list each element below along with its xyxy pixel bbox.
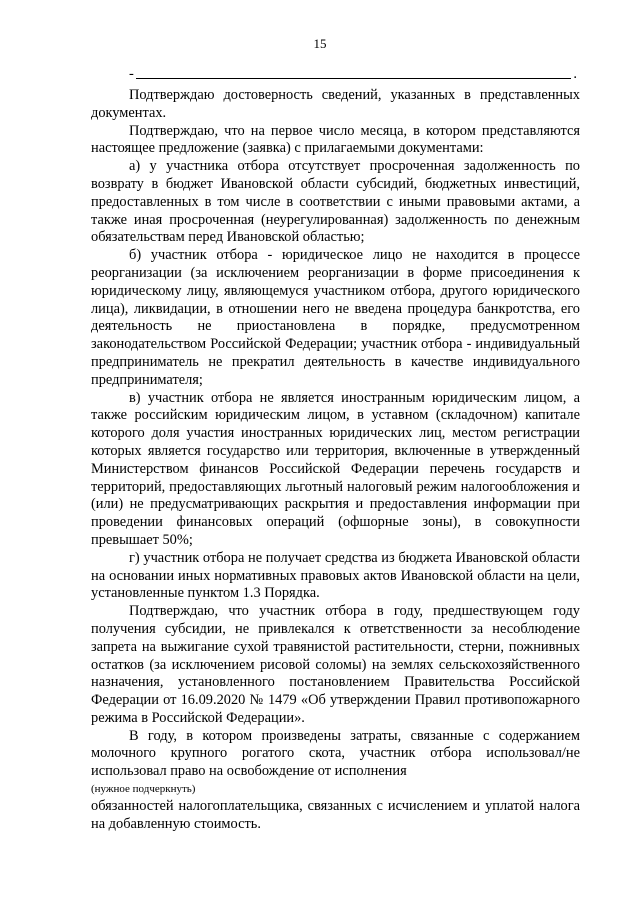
paragraph-vat-exemption: В году, в котором произведены затраты, связанные с содержанием молочного крупного рогатого скота, участник отбора использовал/не использовал право на освобождение от исполнения: [91, 727, 580, 780]
blank-fill-line: [129, 66, 577, 82]
underline-blank: [136, 77, 572, 79]
paragraph-item-a: а) у участника отбора отсутствует просроченная задолженность по возврату в бюджет Ивановской области субсидий, бюджетных инвестиций, предоставленных в том числе в соответствии с иными правовыми актами, а также иная просроченная (неурегулированная) задолженность по денежным обязательствам перед Ивановской областью;: [91, 158, 580, 246]
document-body: [91, 87, 580, 834]
paragraph-item-v: в) участник отбора не является иностранным юридическим лицом, а также российским юридическим лицом, в уставном (складочном) капитале которого доля участия иностранных юридических лиц, местом регистрации которых является государство или территория, включенные в утвержденный Министерством финансов Российской Федерации перечень государств и территорий, предоставляющих льготный налоговый режим налогообложения и (или) не предусматривающих раскрытия и предоставления информации при проведении финансовых операций (офшорные зоны), в совокупности превышает 50%;: [91, 389, 580, 548]
page-number: 15: [313, 36, 327, 51]
dash-suffix: .: [573, 66, 577, 82]
paragraph-confirm-reliability: Подтверждаю достоверность сведений, указанных в представленных документах.: [91, 87, 580, 121]
underline-note: (нужное подчеркнуть): [91, 783, 196, 796]
paragraph-item-g: г) участник отбора не получает средства из бюджета Ивановской области на основании иных нормативных правовых актов Ивановской области на цели, установленные пунктом 1.3 Порядка.: [91, 549, 580, 602]
paragraph-vat-continuation: обязанностей налогоплательщика, связанных с исчислением и уплатой налога на добавленную стоимость.: [91, 798, 580, 832]
paragraph-item-b: б) участник отбора - юридическое лицо не находится в процессе реорганизации (за исключением реорганизации в форме присоединения к юридическому лицу, являющемуся участником отбора, другого юридического лица), ликвидации, в отношении него не введена процедура банкротства, его деятельность не приостановлена в порядке, предусмотренном законодательством Российской Федерации; участник отбора - индивидуальный предприниматель не прекратил деятельность в качестве индивидуального предпринимателя;: [91, 247, 580, 388]
paragraph-confirm-first-day: Подтверждаю, что на первое число месяца, в котором представляются настоящее предложение (заявка) с прилагаемыми документами:: [91, 122, 580, 157]
dash-prefix: -: [129, 66, 134, 82]
paragraph-fire-regulations: Подтверждаю, что участник отбора в году, предшествующем году получения субсидии, не привлекался к ответственности за несоблюдение запрета на выжигание сухой травянистой растительности, стерни, пожнивных остатков (за исключением рисовой соломы) на землях сельскохозяйственного назначения, установленного постановлением Правительства Российской Федерации от 16.09.2020 № 1479 «Об утверждении Правил противопожарного режима в Российской Федерации».: [91, 603, 580, 726]
